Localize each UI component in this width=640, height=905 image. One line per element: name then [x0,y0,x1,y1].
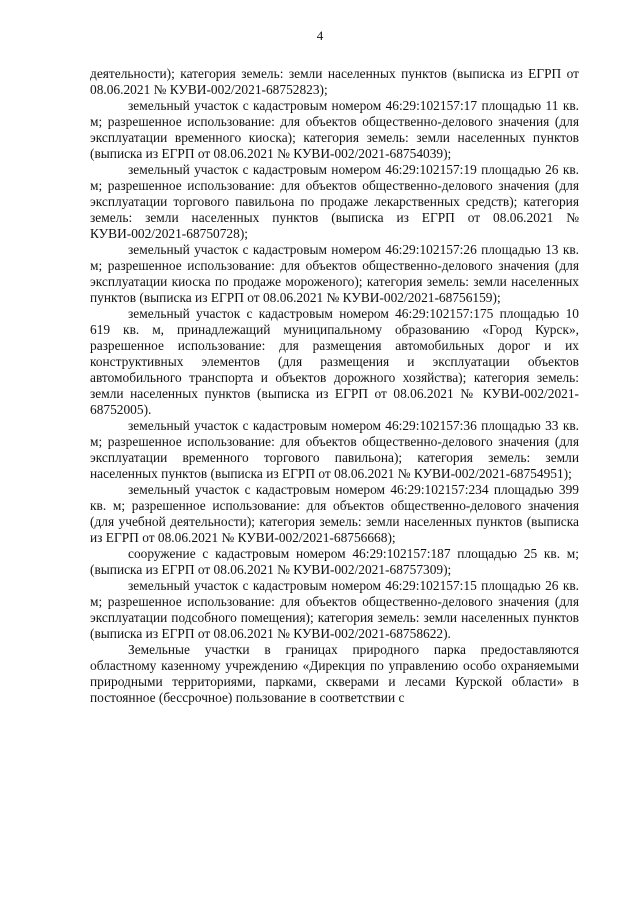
paragraph-plot-36: земельный участок с кадастровым номером 46:29:102157:36 площадью 33 кв. м; разрешенное использование: для объектов общественно-делового значения (для эксплуатации временного торгового павильона); категория земель: земли населенных пунктов (выписка из ЕГРП от 08.06.2021 № КУВИ-002/2021-68754951); [90,418,579,481]
paragraph-land-provision: Земельные участки в границах природного парка предоставляются областному казенному учреждению «Дирекция по управлению особо охраняемыми природными территориями, парками, скверами и лесами Курской области» в постоянное (бессрочное) пользование в соответствии с [90,642,579,705]
paragraph-structure-187: сооружение с кадастровым номером 46:29:102157:187 площадью 25 кв. м; (выписка из ЕГРП от 08.06.2021 № КУВИ-002/2021-68757309); [90,546,579,577]
paragraph-plot-26: земельный участок с кадастровым номером 46:29:102157:26 площадью 13 кв. м; разрешенное использование: для объектов общественно-делового значения (для эксплуатации киоска по продаже мороженого); категория земель: земли населенных пунктов (выписка из ЕГРП от 08.06.2021 № КУВИ-002/2021-68756159); [90,242,579,305]
paragraph-plot-19: земельный участок с кадастровым номером 46:29:102157:19 площадью 26 кв. м; разрешенное использование: для объектов общественно-делового значения (для эксплуатации торгового павильона по продаже лекарственных средств); категория земель: земли населенных пунктов (выписка из ЕГРП от 08.06.2021 № КУВИ-002/2021-68750728); [90,162,579,241]
page-number: 4 [316,28,324,43]
document-body [90,66,579,706]
paragraph-continuation: деятельности); категория земель: земли населенных пунктов (выписка из ЕГРП от 08.06.2021 № КУВИ-002/2021-68752823); [90,66,579,97]
paragraph-plot-175: земельный участок с кадастровым номером 46:29:102157:175 площадью 10 619 кв. м, принадлежащий муниципальному образованию «Город Курск», разрешенное использование: для размещения автомобильных дорог и их конструктивных элементов (для размещения и эксплуатации объектов автомобильного транспорта и объектов дорожного хозяйства); категория земель: земли населенных пунктов (выписка из ЕГРП от 08.06.2021 № КУВИ-002/2021-68752005). [90,306,579,417]
paragraph-plot-17: земельный участок с кадастровым номером 46:29:102157:17 площадью 11 кв. м; разрешенное использование: для объектов общественно-делового значения (для эксплуатации временного киоска); категория земель: земли населенных пунктов (выписка из ЕГРП от 08.06.2021 № КУВИ-002/2021-68754039); [90,98,579,161]
paragraph-plot-234: земельный участок с кадастровым номером 46:29:102157:234 площадью 399 кв. м; разрешенное использование: для объектов общественно-делового значения (для учебной деятельности); категория земель: земли населенных пунктов (выписка из ЕГРП от 08.06.2021 № КУВИ-002/2021-68756668); [90,482,579,545]
paragraph-plot-15: земельный участок с кадастровым номером 46:29:102157:15 площадью 26 кв. м; разрешенное использование: для объектов общественно-делового значения (для эксплуатации подсобного помещения); категория земель: земли населенных пунктов (выписка из ЕГРП от 08.06.2021 № КУВИ-002/2021-68758622). [90,578,579,641]
